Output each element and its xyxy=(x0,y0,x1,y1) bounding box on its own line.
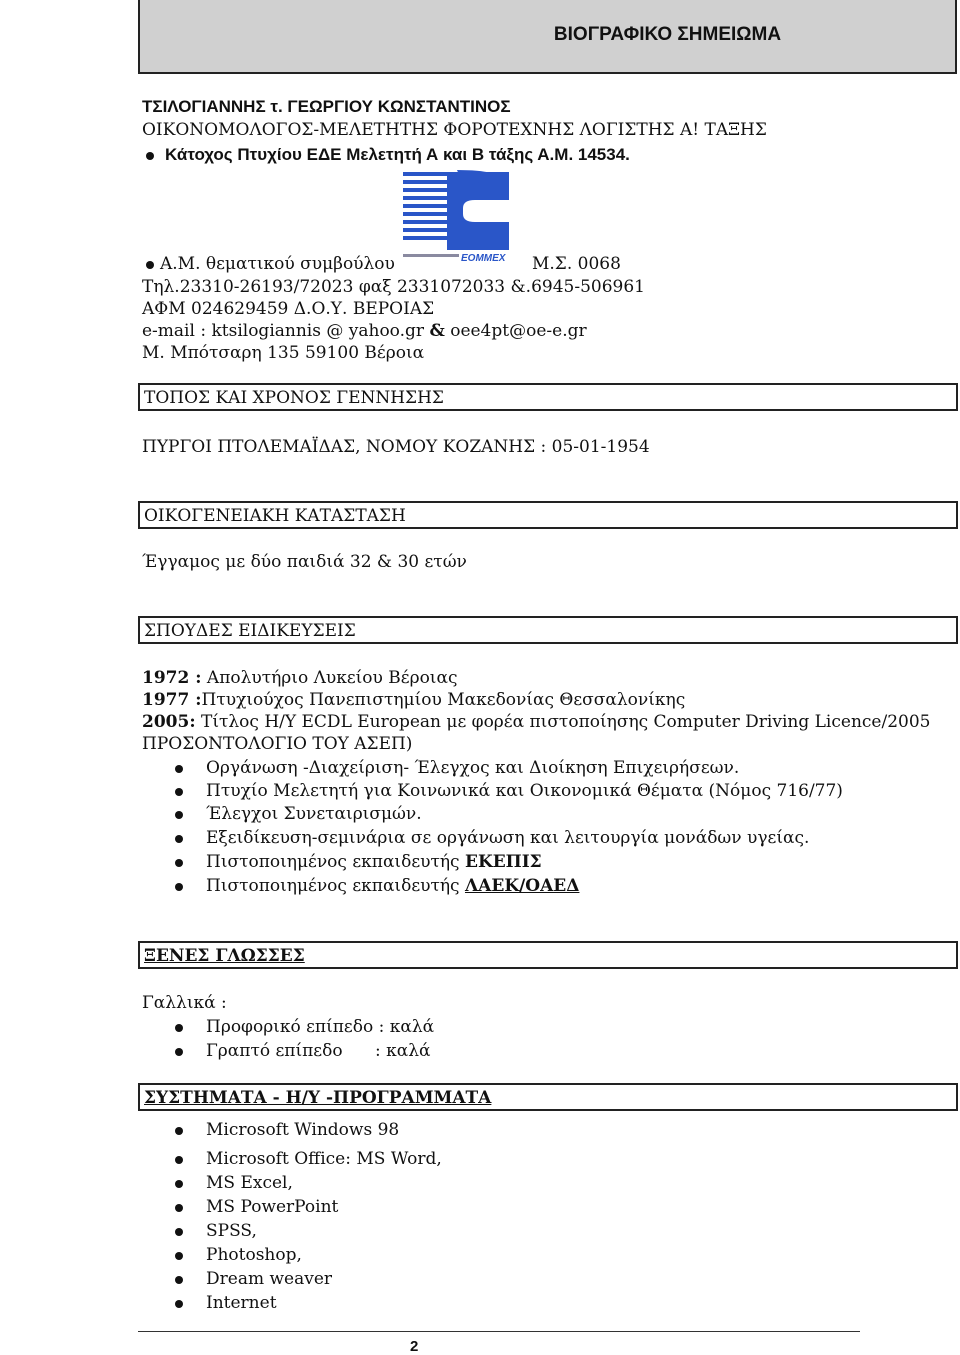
system-item: MS PowerPoint xyxy=(206,1197,339,1217)
studies-section-header xyxy=(138,616,958,644)
study-entry xyxy=(142,667,457,689)
system-item: MS Excel, xyxy=(206,1173,293,1193)
birth-text: ΠΥΡΓΟΙ ΠΤΟΛΕΜΑΪΔΑΣ, ΝΟΜΟΥ ΚΟΖΑΝΗΣ : 05-01-1954 xyxy=(142,437,650,457)
language-level: Προφορικό επίπεδο : καλά xyxy=(206,1017,435,1037)
language-level: Γραπτό επίπεδο : καλά xyxy=(206,1041,431,1061)
family-text: Έγγαμος με δύο παιδιά 32 & 30 ετών xyxy=(142,552,467,572)
bullet-icon xyxy=(175,811,183,819)
languages-heading: ΞΕΝΕΣ ΓΛΩΣΣΕΣ xyxy=(144,946,305,966)
bullet-icon xyxy=(175,765,183,773)
languages-section-header xyxy=(138,941,958,969)
cert-prefix: Πιστοποιημένος εκπαιδευτής xyxy=(206,852,465,872)
cert-prefix: Πιστοποιημένος εκπαιδευτής xyxy=(206,876,465,896)
birth-section-header xyxy=(138,383,958,411)
svg-text:EOMMEX: EOMMEX xyxy=(461,253,506,264)
bullet-icon xyxy=(175,1276,183,1284)
birth-heading: ΤΟΠΟΣ ΚΑΙ ΧΡΟΝΟΣ ΓΕΝΝΗΣΗΣ xyxy=(144,388,444,408)
email-ampersand: & xyxy=(429,321,445,341)
study-bullet: Έλεγχοι Συνεταιρισμών. xyxy=(206,804,422,824)
occupation: ΟΙΚΟΝΟΜΟΛΟΓΟΣ-ΜΕΛΕΤΗΤΗΣ ΦΟΡΟΤΕΧΝΗΣ ΛΟΓΙΣΤΗΣ Α! ΤΑΞΗΣ xyxy=(142,120,767,140)
profile-bullet-2-prefix: Α.Μ. θεματικού συμβούλου xyxy=(160,254,395,274)
bullet-icon xyxy=(175,1300,183,1308)
eommex-logo-icon xyxy=(397,170,509,268)
footer-divider xyxy=(138,1331,860,1332)
language-name: Γαλλικά : xyxy=(142,993,227,1013)
bullet-icon xyxy=(175,1204,183,1212)
bullet-icon xyxy=(175,859,183,867)
study-text: Απολυτήριο Λυκείου Βέροιας xyxy=(201,668,458,688)
system-item: Microsoft Windows 98 xyxy=(206,1120,400,1140)
email-line xyxy=(142,320,587,342)
title-box xyxy=(138,0,957,74)
cert-name: ΛΑΕΚ/ΟΑΕΔ xyxy=(464,876,580,896)
system-item: Internet xyxy=(206,1293,277,1313)
certification-laek xyxy=(206,875,579,897)
system-item: Photoshop, xyxy=(206,1245,302,1265)
certification-ekepis xyxy=(206,851,542,873)
person-name: ΤΣΙΛΟΓΙΑΝΝΗΣ τ. ΓΕΩΡΓΙΟΥ ΚΩΝΣΤΑΝΤΙΝΟΣ xyxy=(142,97,511,116)
afm-line: ΑΦΜ 024629459 Δ.Ο.Υ. ΒΕΡΟΙΑΣ xyxy=(142,299,435,319)
bullet-icon xyxy=(146,261,154,269)
bullet-icon xyxy=(175,1127,183,1135)
profile-bullet-1: Κάτοχος Πτυχίου ΕΔΕ Μελετητή Α και Β τάξης Α.Μ. 14534. xyxy=(165,145,630,164)
study-text: Πτυχιούχος Πανεπιστημίου Μακεδονίας Θεσσαλονίκης xyxy=(201,690,686,710)
bullet-icon xyxy=(146,152,154,160)
system-item: Dream weaver xyxy=(206,1269,333,1289)
email-primary[interactable]: e-mail : ktsilogiannis @ yahoo.gr xyxy=(142,321,425,341)
bullet-icon xyxy=(175,1048,183,1056)
study-extra-line: ΠΡΟΣΟΝΤΟΛΟΓΙΟ ΤΟΥ ΑΣΕΠ) xyxy=(142,734,413,754)
address-line: Μ. Μπότσαρη 135 59100 Βέροια xyxy=(142,343,425,363)
study-entry xyxy=(142,689,685,711)
bullet-icon xyxy=(175,788,183,796)
study-bullet: Εξειδίκευση-σεμινάρια σε οργάνωση και λειτουργία μονάδων υγείας. xyxy=(206,828,810,848)
bullet-icon xyxy=(175,883,183,891)
page-number: 2 xyxy=(410,1338,419,1355)
systems-section-header xyxy=(138,1083,958,1111)
bullet-icon xyxy=(175,1228,183,1236)
family-section-header xyxy=(138,501,958,529)
study-bullet: Πτυχίο Μελετητή για Κοινωνικά και Οικονομικά Θέματα (Νόμος 716/77) xyxy=(206,781,843,801)
bullet-icon xyxy=(175,1156,183,1164)
bullet-icon xyxy=(175,1180,183,1188)
bullet-icon xyxy=(175,1252,183,1260)
study-year: 2005: xyxy=(142,712,196,732)
email-secondary[interactable]: oee4pt@oe-e.gr xyxy=(450,321,587,341)
document-title: ΒΙΟΓΡΑΦΙΚΟ ΣΗΜΕΙΩΜΑ xyxy=(553,24,782,45)
study-bullet: Οργάνωση -Διαχείριση- Έλεγχος και Διοίκηση Επιχειρήσεων. xyxy=(206,758,740,778)
phone-line: Τηλ.23310-26193/72023 φαξ 2331072033 &.6945-506961 xyxy=(142,277,645,297)
study-year: 1977 : xyxy=(142,690,202,710)
bullet-icon xyxy=(175,1024,183,1032)
study-text: Τίτλος Η/Υ ECDL European με φορέα πιστοποίησης Computer Driving Licence/2005 xyxy=(195,712,931,732)
cert-name: ΕΚΕΠΙΣ xyxy=(464,852,542,872)
system-item: Microsoft Office: MS Word, xyxy=(206,1149,442,1169)
system-item: SPSS, xyxy=(206,1221,257,1241)
study-year: 1972 : xyxy=(142,668,202,688)
study-entry xyxy=(142,711,930,733)
family-heading: ΟΙΚΟΓΕΝΕΙΑΚΗ ΚΑΤΑΣΤΑΣΗ xyxy=(144,506,406,526)
profile-bullet-2-suffix: Μ.Σ. 0068 xyxy=(532,254,621,274)
systems-heading: ΣΥΣΤΗΜΑΤΑ - Η/Υ -ΠΡΟΓΡΑΜΜΑΤΑ xyxy=(144,1088,492,1108)
studies-heading: ΣΠΟΥΔΕΣ ΕΙΔΙΚΕΥΣΕΙΣ xyxy=(144,621,356,641)
bullet-icon xyxy=(175,835,183,843)
